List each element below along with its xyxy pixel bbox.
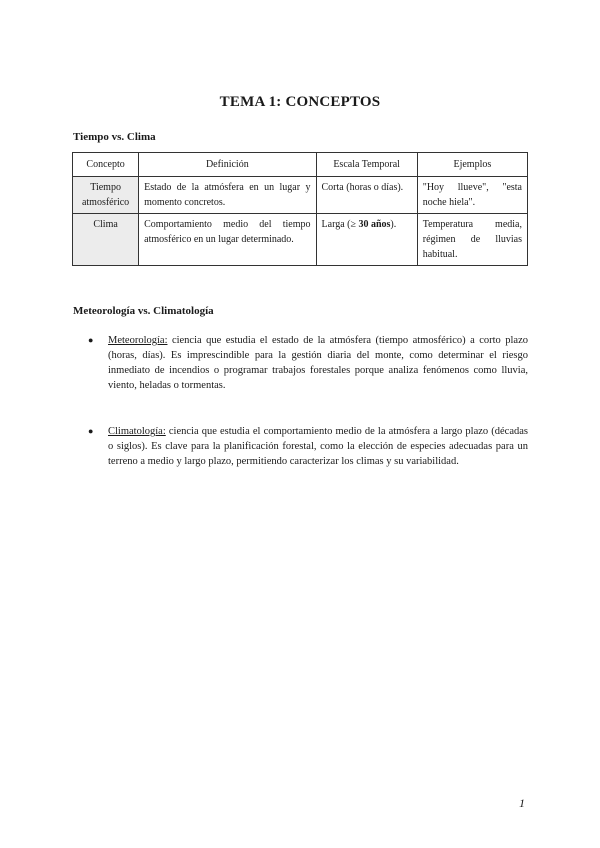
- bullet-body: ciencia que estudia el estado de la atmósfera (tiempo atmosférico) a corto plazo (horas, días). Es imprescindible para la gestión diaria del monte, como determinar el riesgo inmediato de incendios o programar trabajos forestales porque analiza fenómenos como lluvia, viento, heladas o tormentas.: [108, 335, 528, 391]
- page-number: 1: [519, 796, 525, 810]
- table-header-row: [73, 153, 528, 177]
- bullet-text: [108, 333, 528, 393]
- bullet-term: Climatología:: [108, 426, 166, 437]
- definition-cell: Estado de la atmósfera en un lugar y momento concretos.: [139, 177, 316, 214]
- examples-cell: "Hoy llueve", "esta noche hiela".: [417, 177, 527, 214]
- scale-suffix: ).: [390, 219, 397, 230]
- concept-cell: Tiempo atmosférico: [73, 177, 139, 214]
- bullet-climatologia: [88, 424, 528, 469]
- column-header-escala: Escala Temporal: [316, 153, 417, 177]
- concept-cell: Clima: [73, 214, 139, 266]
- page-title: TEMA 1: CONCEPTOS: [219, 94, 381, 110]
- bullet-dot-icon: ●: [88, 426, 94, 436]
- scale-prefix: Larga (≥: [321, 219, 359, 230]
- table-row: [73, 177, 528, 214]
- column-header-definicion: Definición: [139, 153, 316, 177]
- section-heading-meteorologia-climatologia: Meteorología vs. Climatología: [73, 305, 214, 317]
- scale-bold-value: 30 años: [358, 219, 391, 230]
- scale-cell: [316, 214, 417, 266]
- section-heading-tiempo-clima: Tiempo vs. Clima: [73, 131, 156, 143]
- examples-cell: Temperatura media, régimen de lluvias habitual.: [417, 214, 527, 266]
- bullet-term: Meteorología:: [108, 335, 168, 346]
- definition-cell: Comportamiento medio del tiempo atmosférico en un lugar determinado.: [139, 214, 316, 266]
- bullet-text: [108, 424, 528, 469]
- column-header-ejemplos: Ejemplos: [417, 153, 527, 177]
- concepts-table: [72, 152, 528, 266]
- bullet-body: ciencia que estudia el comportamiento medio de la atmósfera a largo plazo (décadas o siglos). Es clave para la planificación forestal, como la elección de especies adecuadas para un terreno a medio y largo plazo, permitiendo caracterizar los climas y su variabilidad.: [108, 426, 528, 467]
- bullet-meteorologia: [88, 333, 528, 393]
- bullet-dot-icon: ●: [88, 335, 94, 345]
- scale-cell: Corta (horas o días).: [316, 177, 417, 214]
- table-row: [73, 214, 528, 266]
- column-header-concepto: Concepto: [73, 153, 139, 177]
